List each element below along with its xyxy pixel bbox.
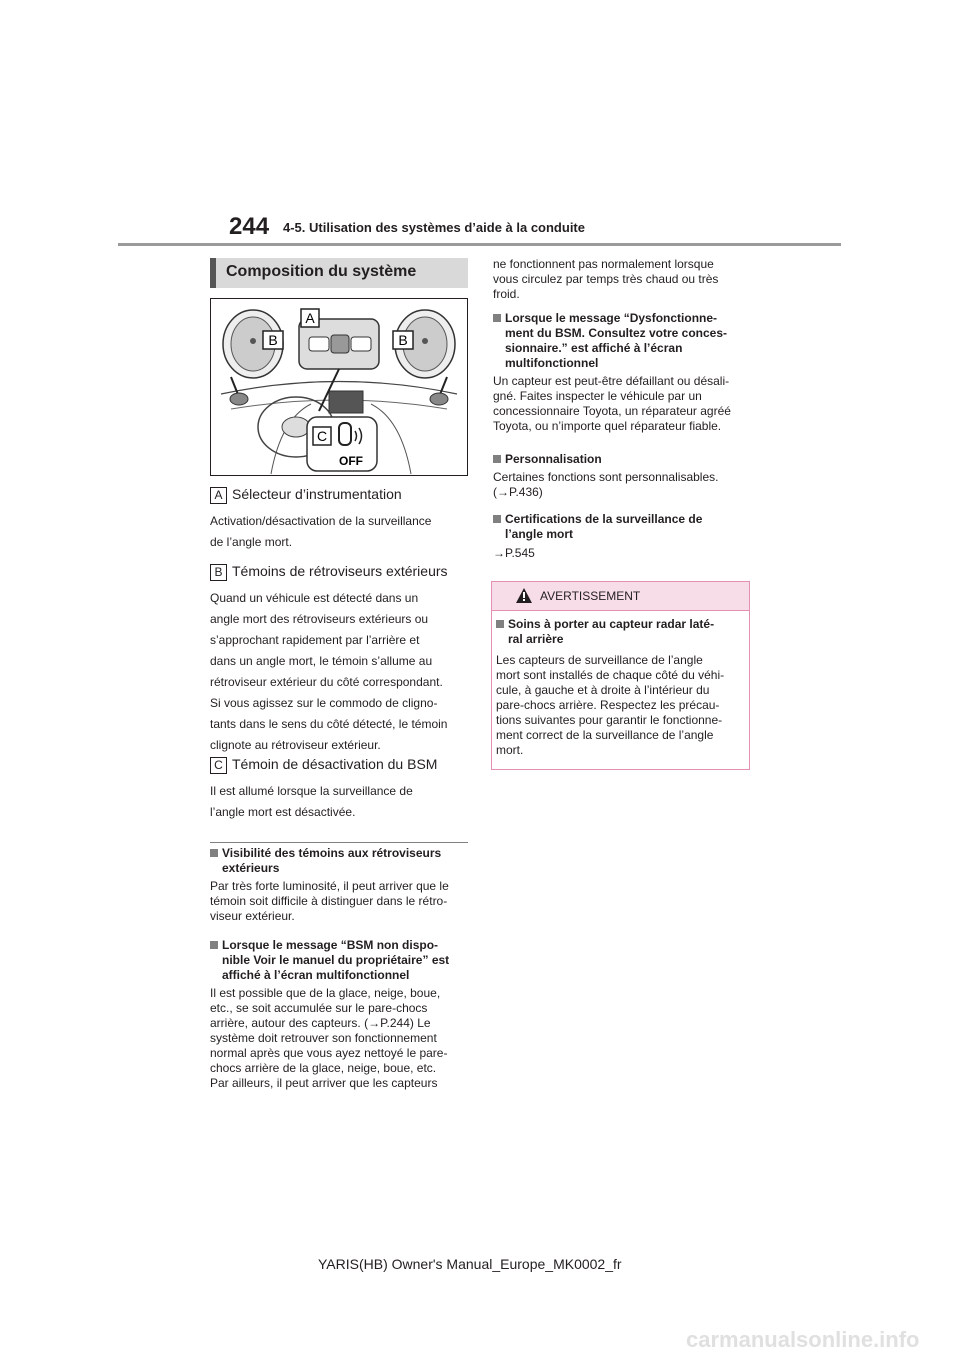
text-line: Il est allumé lorsque la surveillance de — [210, 784, 413, 798]
note-heading — [493, 512, 755, 542]
item-b-title: Témoins de rétroviseurs extérieurs — [232, 563, 448, 579]
text-line: concessionnaire Toyota, un réparateur agréé — [493, 404, 731, 418]
watermark: carmanualsonline.info — [686, 1327, 920, 1352]
note-visibility — [210, 846, 472, 924]
text-line: s’approchant rapidement par l’arrière et — [210, 633, 420, 647]
text-line: rétroviseur extérieur du côté correspondant. — [210, 675, 443, 689]
key-a: A — [210, 487, 227, 504]
note-malfunction — [493, 311, 755, 434]
text-line: viseur extérieur. — [210, 909, 295, 923]
note-personalisation — [493, 452, 755, 500]
divider — [210, 842, 468, 843]
text-line: ment du BSM. Consultez votre conces- — [505, 326, 728, 340]
dashboard-svg — [211, 299, 467, 475]
text-line: arrière, autour des capteurs. (→P.244) Le — [210, 1016, 431, 1030]
note-heading — [210, 846, 472, 876]
label-b-left: B — [268, 332, 278, 348]
text-line: témoin soit difficile à distinguer dans le rétro- — [210, 894, 448, 908]
text-line: multifonctionnel — [505, 356, 599, 370]
off-text: OFF — [339, 454, 363, 468]
text-line: Par ailleurs, il peut arriver que les capteurs — [210, 1076, 438, 1090]
note-body — [493, 374, 755, 434]
text-line: Un capteur est peut-être défaillant ou désali- — [493, 374, 730, 388]
dashboard-illustration — [210, 298, 468, 476]
note-bsm-unavailable — [210, 938, 472, 1091]
text-line: pare-chocs arrière. Respectez les précau- — [496, 698, 720, 712]
section-heading-bar — [210, 258, 468, 288]
text-line: Les capteurs de surveillance de l’angle — [496, 653, 703, 667]
label-c: C — [316, 428, 328, 444]
header-rule — [118, 243, 841, 246]
item-b-text — [210, 588, 447, 756]
continued-text — [493, 257, 753, 302]
item-a — [210, 486, 402, 504]
text-line: extérieurs — [222, 861, 280, 875]
text-line: dans un angle mort, le témoin s’allume au — [210, 654, 433, 668]
text-line: (→P.436) — [493, 485, 543, 499]
text-line: cule, à gauche et à droite à l’intérieur du — [496, 683, 710, 697]
note-body — [210, 986, 472, 1091]
note-heading — [493, 311, 755, 371]
text-line: clignote au rétroviseur extérieur. — [210, 738, 381, 752]
note-certifications — [493, 512, 755, 561]
text-line: mort. — [496, 743, 524, 757]
note-body — [493, 470, 755, 500]
note-body — [210, 879, 472, 924]
text-line: normal après que vous ayez nettoyé le pare- — [210, 1046, 448, 1060]
text-line: Certifications de la surveillance de — [505, 512, 703, 526]
text-line: Si vous agissez sur le commodo de cligno- — [210, 696, 438, 710]
label-b-right: B — [398, 332, 408, 348]
text-line: chocs arrière de la glace, neige, boue, etc. — [210, 1061, 437, 1075]
note-heading — [210, 938, 472, 983]
note-body — [493, 546, 755, 561]
text-line: tions suivantes pour garantir le fonctionne- — [496, 713, 723, 727]
footer-manual-id: YARIS(HB) Owner's Manual_Europe_MK0002_fr — [318, 1256, 622, 1272]
text-line: ral arrière — [508, 632, 564, 646]
warning-heading — [496, 617, 753, 647]
section-heading: Composition du système — [226, 263, 417, 280]
text-line: l’angle mort — [505, 527, 574, 541]
note-heading — [493, 452, 755, 467]
item-a-text — [210, 511, 431, 553]
section-title: 4-5. Utilisation des systèmes d’aide à la conduite — [283, 220, 585, 235]
text-line: mort sont installés de chaque côté du véhi- — [496, 668, 725, 682]
warning-triangle-icon — [516, 588, 532, 603]
text-line: etc., se soit accumulée sur le pare-chocs — [210, 1001, 428, 1015]
text-line: Personnalisation — [505, 452, 602, 466]
text-line: froid. — [493, 287, 520, 301]
text-line: →P.545 — [493, 546, 535, 560]
text-line: l’angle mort est désactivée. — [210, 805, 356, 819]
text-line: vous circulez par temps très chaud ou très — [493, 272, 719, 286]
text-line: Par très forte luminosité, il peut arriver que le — [210, 879, 449, 893]
text-line: Lorsque le message “Dysfonctionne- — [505, 311, 718, 325]
text-line: Quand un véhicule est détecté dans un — [210, 591, 419, 605]
warning-title: AVERTISSEMENT — [540, 589, 641, 603]
text-line: ment correct de la surveillance de l’angle — [496, 728, 714, 742]
text-line: Toyota, ou n’importe quel réparateur fiable. — [493, 419, 722, 433]
item-c — [210, 756, 437, 774]
text-line: système doit retrouver son fonctionnement — [210, 1031, 437, 1045]
text-line: sionnaire.” est affiché à l’écran — [505, 341, 683, 355]
item-a-title: Sélecteur d’instrumentation — [232, 486, 402, 502]
key-b: B — [210, 564, 227, 581]
text-line: ne fonctionnent pas normalement lorsque — [493, 257, 714, 271]
text-line: de l’angle mort. — [210, 535, 293, 549]
text-line: gné. Faites inspecter le véhicule par un — [493, 389, 702, 403]
key-c: C — [210, 757, 227, 774]
text-line: nible Voir le manuel du propriétaire” est — [222, 953, 450, 967]
text-line: Lorsque le message “BSM non dispo- — [222, 938, 439, 952]
text-line: affiché à l’écran multifonctionnel — [222, 968, 410, 982]
text-line: Visibilité des témoins aux rétroviseurs — [222, 846, 442, 860]
page-number: 244 — [229, 213, 270, 240]
text-line: Il est possible que de la glace, neige, boue, — [210, 986, 441, 1000]
text-line: tants dans le sens du côté détecté, le témoin — [210, 717, 448, 731]
warning-header — [492, 582, 749, 611]
warning-box — [491, 581, 750, 770]
text-line: Soins à porter au capteur radar laté- — [508, 617, 715, 631]
text-line: Certaines fonctions sont personnalisables. — [493, 470, 719, 484]
text-line: Activation/désactivation de la surveillance — [210, 514, 432, 528]
item-b — [210, 563, 448, 581]
item-c-title: Témoin de désactivation du BSM — [232, 756, 438, 772]
label-a: A — [305, 310, 315, 326]
item-c-text — [210, 781, 413, 823]
warning-body — [496, 653, 746, 758]
text-line: angle mort des rétroviseurs extérieurs ou — [210, 612, 429, 626]
